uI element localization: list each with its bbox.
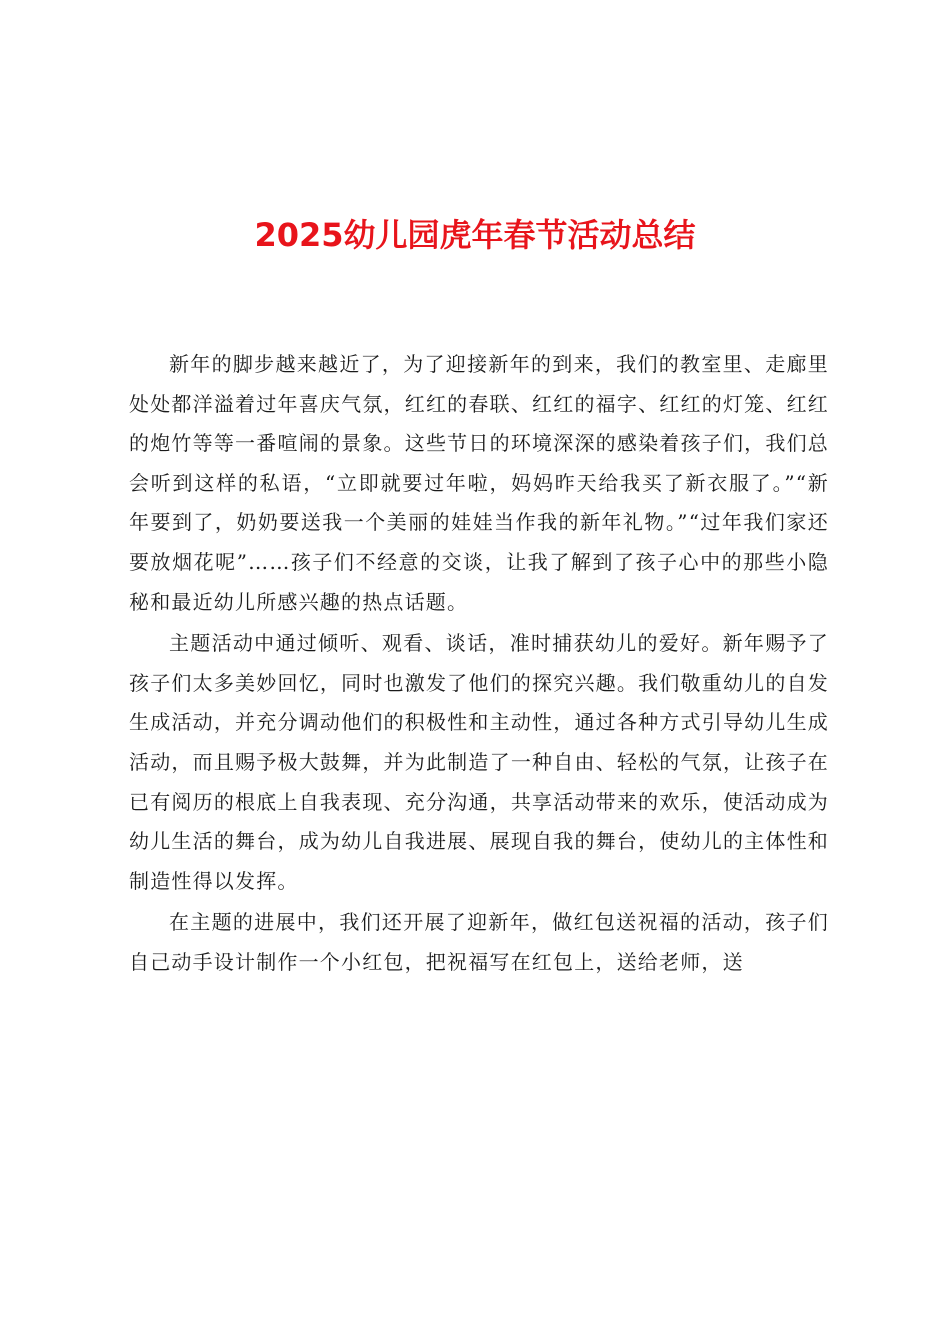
paragraph-3: 在主题的进展中，我们还开展了迎新年，做红包送祝福的活动，孩子们自己动手设计制作一个小红包，把祝福写在红包上，送给老师，送 [129,910,829,974]
paragraph-2: 主题活动中通过倾听、观看、谈话，准时捕获幼儿的爱好。新年赐予了孩子们太多美妙回忆，同时也激发了他们的探究兴趣。我们敬重幼儿的自发生成活动，并充分调动他们的积极性和主动性，通过各种方式引导幼儿生成活动，而且赐予极大鼓舞，并为此制造了一种自由、轻松的气氛，让孩子在已有阅历的根底上自我表现、充分沟通，共享活动带来的欢乐，使活动成为幼儿生活的舞台，成为幼儿自我进展、展现自我的舞台，使幼儿的主体性和制造性得以发挥。 [129,631,829,893]
document-body [129,345,829,985]
paragraph-1: 新年的脚步越来越近了，为了迎接新年的到来，我们的教室里、走廊里处处都洋溢着过年喜庆气氛，红红的春联、红红的福字、红红的灯笼、红红的炮竹等等一番喧闹的景象。这些节日的环境深深的感染着孩子们，我们总会听到这样的私语，“立即就要过年啦，妈妈昨天给我买了新衣服了。”“新年要到了，奶奶要送我一个美丽的娃娃当作我的新年礼物。”“过年我们家还要放烟花呢”……孩子们不经意的交谈，让我了解到了孩子心中的那些小隐秘和最近幼儿所感兴趣的热点话题。 [129,352,829,614]
document-title: 2025幼儿园虎年春节活动总结 [254,216,696,254]
